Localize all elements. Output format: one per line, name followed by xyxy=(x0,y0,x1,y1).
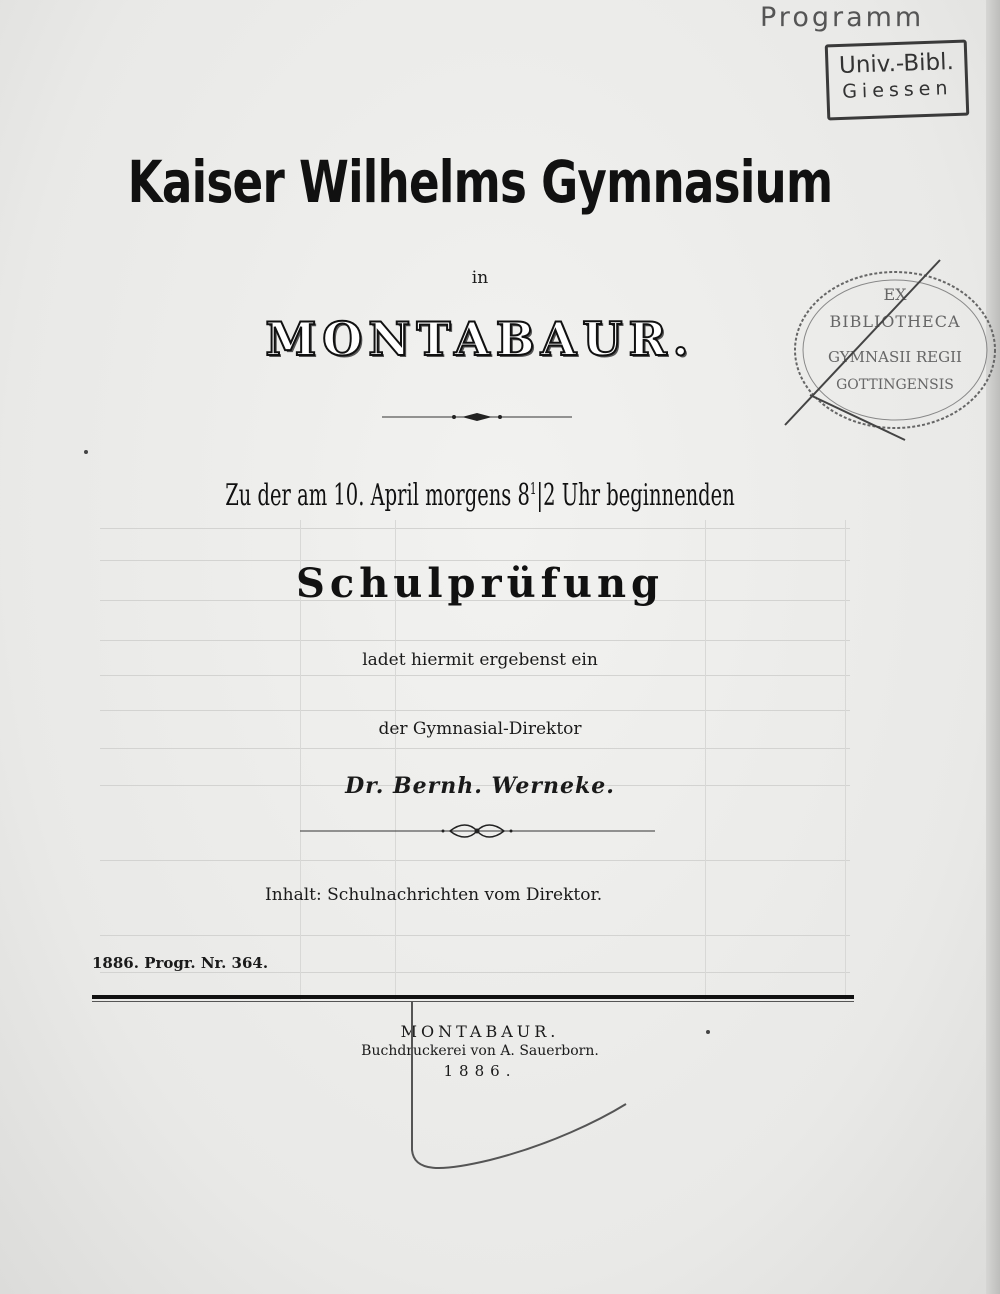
school-title: Kaiser Wilhelms Gymnasium xyxy=(127,148,833,216)
ink-speck xyxy=(706,1030,710,1034)
library-stamp xyxy=(825,40,970,121)
pencil-mark xyxy=(400,1000,640,1180)
announcement-superscript: 1 xyxy=(529,479,537,498)
announcement-text-end: |2 Uhr beginnenden xyxy=(536,478,735,513)
exam-announcement xyxy=(168,478,792,513)
ornamental-divider-icon xyxy=(382,410,572,424)
imprint-city: MONTABAUR. xyxy=(400,1022,560,1041)
announcement-text: Zu der am 10. April morgens 8 xyxy=(225,478,530,513)
ex-libris-line1: EX xyxy=(883,285,907,304)
invitation-text: ladet hiermit ergebenst ein xyxy=(362,650,598,670)
page-edge-shadow xyxy=(986,0,1000,1294)
contents-line: Inhalt: Schulnachrichten vom Direktor. xyxy=(265,885,603,905)
ink-speck xyxy=(84,450,88,454)
flourish-divider-icon xyxy=(300,822,655,840)
ex-libris-line2: BIBLIOTHECA xyxy=(829,312,961,331)
library-stamp-line1: Univ.-Bibl. xyxy=(838,49,955,80)
programm-stamp: Programm xyxy=(760,2,925,33)
preposition-in: in xyxy=(471,268,489,288)
imprint-year: 1886. xyxy=(443,1062,517,1080)
director-title: der Gymnasial-Direktor xyxy=(378,719,582,739)
ex-libris-line4: GOTTINGENSIS xyxy=(836,377,954,393)
library-stamp-line2: Giessen xyxy=(841,77,953,103)
program-number: 1886. Progr. Nr. 364. xyxy=(92,954,269,972)
thick-rule xyxy=(92,995,854,999)
city-name: MONTABAUR. xyxy=(265,312,695,366)
imprint-printer: Buchdruckerei von A. Sauerborn. xyxy=(361,1043,599,1059)
ex-libris-line3: GYMNASII REGII xyxy=(828,348,962,366)
director-name: Dr. Bernh. Werneke. xyxy=(345,773,615,799)
exam-title: Schulprüfung xyxy=(295,560,665,607)
